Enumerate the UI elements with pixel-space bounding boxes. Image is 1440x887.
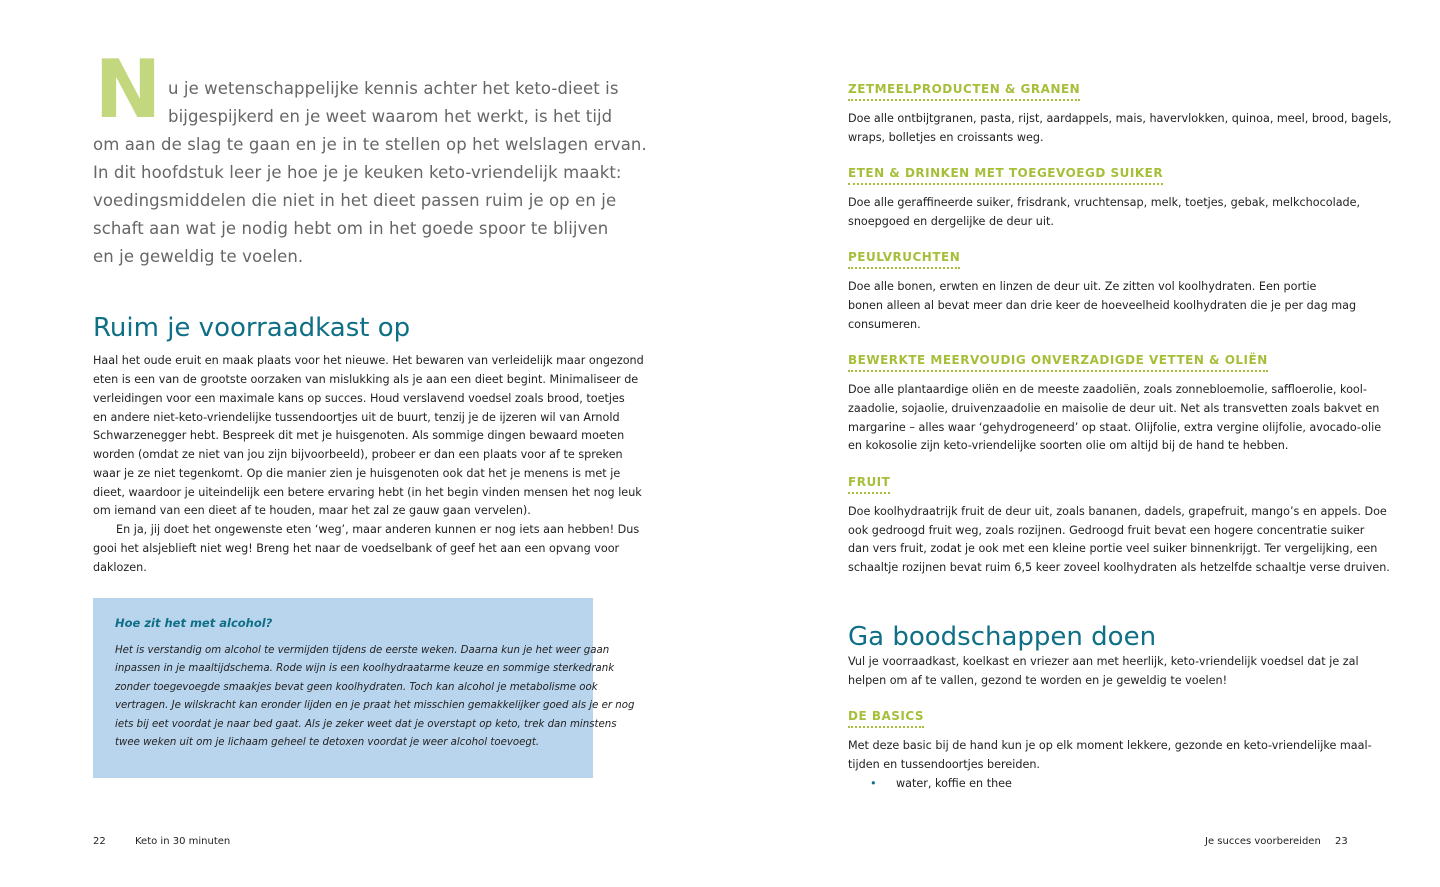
body-line: Met deze basic bij de hand kun je op elk moment lekkere, gezonde en keto-vriendelijke maal- (848, 739, 1372, 752)
body-line: waar je ze niet tegenkomt. Op die manier zien je huisgenoten ook dat het je menens is met je (93, 467, 621, 480)
body-line: gooi het alsjeblieft niet weg! Breng het naar de voedselbank of geef het aan een opvang voor (93, 542, 620, 555)
body-line: Doe alle bonen, erwten en linzen de deur uit. Ze zitten vol koolhydraten. Een portie (848, 280, 1317, 293)
body-line: daklozen. (93, 561, 147, 574)
sidebar-title: Hoe zit het met alcohol? (115, 616, 273, 630)
subheading-sugar: ETEN & DRINKEN MET TOEGEVOEGD SUIKER (848, 166, 1163, 185)
sidebar-line: inpassen in je maaltijdschema. Rode wijn is een koolhydraatarme keuze en sommige sterkedrank (115, 663, 615, 674)
drop-cap-letter: N (94, 43, 162, 136)
sidebar-line: vertragen. Je wilskracht kan eronder lijden en je praat het misschien gemakkelijker goed als je er nog (115, 700, 635, 711)
body-line: eten is een van de grootste oorzaken van mislukking als je aan een dieet begint. Minimaliseer de (93, 373, 639, 386)
list-item: water, koffie en thee (896, 777, 1012, 790)
body-line: Schwarzenegger hebt. Bespreek dit met je huisgenoten. Als sommige dingen bewaard moeten (93, 429, 625, 442)
section-title-shopping: Ga boodschappen doen (848, 622, 1157, 652)
running-title-left: Keto in 30 minuten (135, 836, 231, 847)
body-line: Doe alle ontbijtgranen, pasta, rijst, aardappels, mais, havervlokken, quinoa, meel, brood, bagels, (848, 112, 1392, 125)
body-line: dan vers fruit, zodat je ook met een kleine portie veel suiker binnenkrijgt. Ter vergelijking, een (848, 542, 1378, 555)
subheading-legumes: PEULVRUCHTEN (848, 250, 960, 269)
running-title-right: Je succes voorbereiden (1205, 836, 1321, 847)
body-line: worden (omdat ze niet van jou zijn bijvoorbeeld), probeer er dan een plaats voor af te spreken (93, 448, 623, 461)
sidebar-line: Het is verstandig om alcohol te vermijden tijdens de eerste weken. Daarna kun je het weer gaan (115, 645, 610, 656)
subheading-oils: BEWERKTE MEERVOUDIG ONVERZADIGDE VETTEN & OLIËN (848, 353, 1268, 372)
alcohol-sidebar-box (93, 598, 635, 778)
body-line: margarine – alles waar ‘gehydrogeneerd’ op staat. Olijfolie, extra vergine olijfolie, avocado-olie (848, 421, 1382, 434)
page-number-left: 22 (93, 836, 106, 847)
sidebar-line: iets bij eet voordat je naar bed gaat. Als je zeker weet dat je overstapt op keto, trek dan minstens (115, 719, 617, 730)
body-line: en andere niet-keto-vriendelijke tussendoortjes uit de buurt, tenzij je de ijzeren wil van Arnold (93, 411, 620, 424)
section-title-pantry: Ruim je voorraadkast op (93, 313, 411, 343)
intro-line: en je geweldig te voelen. (93, 247, 304, 266)
body-line: Doe alle geraffineerde suiker, frisdrank, vruchtensap, melk, toetjes, gebak, melkchocolade, (848, 196, 1361, 209)
sidebar-line: twee weken uit om je lichaam geheel te detoxen voordat je weer alcohol toevoegt. (115, 737, 540, 748)
drop-cap (93, 43, 163, 136)
body-line: verleidingen voor een maximale kans op succes. Houd verslavend voedsel zoals brood, toetjes (93, 392, 625, 405)
body-line: om iemand van een dieet af te houden, maar het zal ze gauw gaan vervelen). (93, 504, 531, 517)
intro-line: voedingsmiddelen die niet in het dieet passen ruim je op en je (93, 191, 617, 210)
body-line: tijden en tussendoortjes bereiden. (848, 758, 1040, 771)
body-line: En ja, jij doet het ongewenste eten ‘weg’, maar anderen kunnen er nog iets aan hebben! Dus (116, 523, 640, 536)
body-line: Vul je voorraadkast, koelkast en vriezer aan met heerlijk, keto-vriendelijk voedsel dat je zal (848, 655, 1359, 668)
bullet-icon: • (870, 777, 877, 790)
intro-line: bijgespijkerd en je weet waarom het werkt, is het tijd (168, 107, 613, 126)
body-line: bonen alleen al bevat meer dan drie keer de hoeveelheid koolhydraten die je per dag mag (848, 299, 1357, 312)
body-line: dieet, waardoor je uiteindelijk een betere ervaring hebt (in het begin vinden mensen het nog leuk (93, 486, 642, 499)
body-line: Doe alle plantaardige oliën en de meeste zaadoliën, zoals zonnebloemolie, saffloerolie, kool- (848, 383, 1367, 396)
body-line: wraps, bolletjes en croissants weg. (848, 131, 1044, 144)
intro-line: u je wetenschappelijke kennis achter het keto-dieet is (168, 79, 619, 98)
intro-line: schaft aan wat je nodig hebt om in het goede spoor te blijven (93, 219, 609, 238)
right-page (720, 0, 1440, 887)
page-number-right: 23 (1335, 836, 1348, 847)
subheading-fruit: FRUIT (848, 475, 890, 494)
body-line: zaadolie, sojaolie, druivenzaadolie en maisolie de deur uit. Net als transvetten zoals bakvet en (848, 402, 1380, 415)
body-line: consumeren. (848, 318, 921, 331)
sidebar-line: zonder toegevoegde smaakjes bevat geen koolhydraten. Toch kan alcohol je metabolisme ook (115, 682, 598, 693)
body-line: ook gedroogd fruit weg, zoals rozijnen. Gedroogd fruit bevat een hogere concentratie suiker (848, 524, 1365, 537)
body-line: snoepgoed en dergelijke de deur uit. (848, 215, 1054, 228)
body-line: en kokosolie zijn keto-vriendelijke soorten olie om altijd bij de hand te hebben. (848, 439, 1289, 452)
body-line: Haal het oude eruit en maak plaats voor het nieuwe. Het bewaren van verleidelijk maar ongezond (93, 354, 644, 367)
body-line: Doe koolhydraatrijk fruit de deur uit, zoals bananen, dadels, grapefruit, mango’s en appels. Doe (848, 505, 1387, 518)
body-line: helpen om af te vallen, gezond te worden en je geweldig te voelen! (848, 674, 1228, 687)
intro-line: om aan de slag te gaan en je in te stellen op het welslagen ervan. (93, 135, 647, 154)
subheading-basics: DE BASICS (848, 709, 924, 728)
subheading-starch: ZETMEELPRODUCTEN & GRANEN (848, 82, 1080, 101)
body-line: schaaltje rozijnen bevat ruim 6,5 keer zoveel koolhydraten als hetzelfde schaaltje verse druiven. (848, 561, 1390, 574)
intro-line: In dit hoofdstuk leer je hoe je je keuken keto-vriendelijk maakt: (93, 163, 622, 182)
